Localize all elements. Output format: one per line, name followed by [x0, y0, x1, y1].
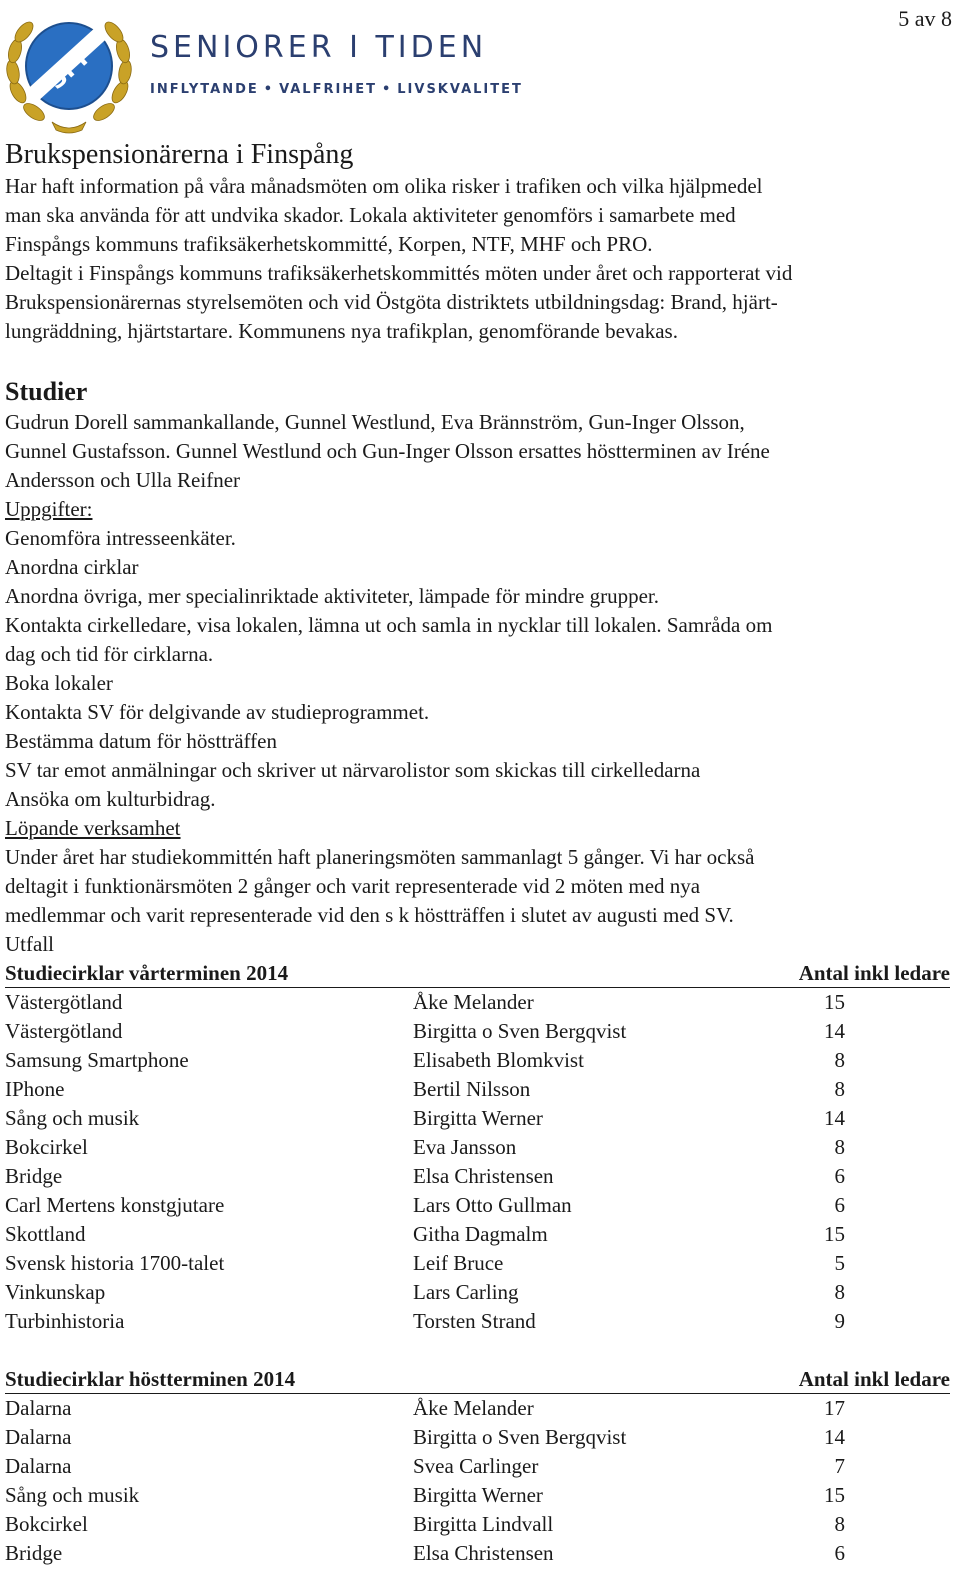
participant-count: 14 [824, 1019, 845, 1043]
circle-name: Dalarna [5, 1425, 72, 1449]
task-line: dag och tid för cirklarna. [5, 642, 214, 666]
participant-count: 8 [834, 1280, 845, 1304]
text-line: Gunnel Gustafsson. Gunnel Westlund och Gun-Inger Olsson ersattes höstterminen av Iréne [5, 439, 770, 463]
circle-name: Svensk historia 1700-talet [5, 1251, 225, 1275]
table-row [5, 1075, 950, 1104]
circle-name: Bridge [5, 1541, 63, 1565]
leader-name: Bertil Nilsson [413, 1077, 531, 1101]
table-row [5, 1046, 950, 1075]
circle-name: IPhone [5, 1077, 65, 1101]
participant-count: 14 [824, 1425, 845, 1449]
text-line: medlemmar och varit representerade vid den s k höstträffen i slutet av augusti med SV. [5, 903, 734, 927]
leader-name: Svea Carlinger [413, 1454, 539, 1478]
circle-name: Turbinhistoria [5, 1309, 125, 1333]
circle-name: Sång och musik [5, 1483, 140, 1507]
table-row [5, 1133, 950, 1162]
leader-name: Birgitta Werner [413, 1106, 543, 1130]
leader-name: Elisabeth Blomkvist [413, 1048, 584, 1072]
participant-count: 15 [824, 990, 845, 1014]
lopande-heading: Löpande verksamhet [5, 816, 181, 840]
participant-count: 6 [834, 1164, 845, 1188]
participant-count: 15 [824, 1483, 845, 1507]
table-row [5, 1452, 950, 1481]
text-line: Har haft information på våra månadsmöten om olika risker i trafiken och vilka hjälpmedel [5, 174, 763, 198]
text-line: Finspångs kommuns trafiksäkerhetskommitté, Korpen, NTF, MHF och PRO. [5, 232, 653, 256]
leader-name: Birgitta Lindvall [413, 1512, 554, 1536]
count-heading: Antal inkl ledare [798, 961, 950, 985]
leader-name: Githa Dagmalm [413, 1222, 548, 1246]
section-title-brukspensionarerna: Brukspensionärerna i Finspång [5, 139, 354, 170]
task-line: Anordna övriga, mer specialinriktade aktiviteter, lämpade för mindre grupper. [5, 584, 660, 608]
participant-count: 6 [834, 1193, 845, 1217]
svg-text:SPF: SPF [41, 39, 99, 96]
circle-name: Bridge [5, 1164, 63, 1188]
text-line: Under året har studiekommittén haft planeringsmöten sammanlagt 5 gånger. Vi har också [5, 845, 755, 869]
spf-logo-emblem [4, 4, 134, 134]
utfall-label: Utfall [5, 932, 54, 956]
circle-name: Dalarna [5, 1454, 72, 1478]
count-heading: Antal inkl ledare [798, 1367, 950, 1391]
participant-count: 8 [834, 1135, 845, 1159]
table-row [5, 1307, 950, 1336]
participant-count: 8 [834, 1077, 845, 1101]
table-heading: Studiecirklar vårterminen 2014 [5, 961, 289, 985]
leader-name: Torsten Strand [413, 1309, 536, 1333]
text-line: Deltagit i Finspångs kommuns trafiksäkerhetskommittés möten under året och rapporterat vid [5, 261, 793, 285]
leader-name: Elsa Christensen [413, 1541, 554, 1565]
participant-count: 14 [824, 1106, 845, 1130]
leader-name: Leif Bruce [413, 1251, 504, 1275]
table-row [5, 1510, 950, 1539]
leader-name: Birgitta o Sven Bergqvist [413, 1425, 627, 1449]
table-heading: Studiecirklar höstterminen 2014 [5, 1367, 296, 1391]
uppgifter-heading: Uppgifter: [5, 497, 93, 521]
participant-count: 8 [834, 1512, 845, 1536]
section-title-studier: Studier [5, 377, 88, 406]
table-autumn-2014 [5, 1365, 950, 1568]
participant-count: 6 [834, 1541, 845, 1565]
section1-body [5, 172, 955, 346]
table-row [5, 988, 950, 1017]
table-row [5, 1394, 950, 1423]
text-line: Brukspensionärernas styrelsemöten och vid Östgöta distriktets utbildningsdag: Brand, hjärt- [5, 290, 778, 314]
header [4, 4, 544, 134]
leader-name: Åke Melander [413, 1396, 534, 1420]
table-row [5, 1220, 950, 1249]
table-spring-2014 [5, 959, 950, 1336]
leader-name: Birgitta Werner [413, 1483, 543, 1507]
page-number: 5 av 8 [898, 6, 952, 31]
leader-name: Lars Otto Gullman [413, 1193, 572, 1217]
participant-count: 9 [834, 1309, 845, 1333]
task-line: Bestämma datum för höstträffen [5, 729, 277, 753]
table-row [5, 1191, 950, 1220]
participant-count: 15 [824, 1222, 845, 1246]
circle-name: Skottland [5, 1222, 86, 1246]
participant-count: 5 [834, 1251, 845, 1275]
table-row [5, 1481, 950, 1510]
participant-count: 8 [834, 1048, 845, 1072]
table-header [5, 1365, 950, 1394]
leader-name: Åke Melander [413, 990, 534, 1014]
leader-name: Elsa Christensen [413, 1164, 554, 1188]
participant-count: 7 [834, 1454, 845, 1478]
text-line: lungräddning, hjärtstartare. Kommunens nya trafikplan, genomförande bevakas. [5, 319, 678, 343]
brand-tagline: INFLYTANDE • VALFRIHET • LIVSKVALITET [150, 82, 523, 97]
table-row [5, 1017, 950, 1046]
circle-name: Västergötland [5, 990, 123, 1014]
table-row [5, 1539, 950, 1568]
circle-name: Carl Mertens konstgjutare [5, 1193, 225, 1217]
document-body [5, 138, 955, 1568]
task-line: Genomföra intresseenkäter. [5, 526, 236, 550]
leader-name: Birgitta o Sven Bergqvist [413, 1019, 627, 1043]
participant-count: 17 [824, 1396, 845, 1420]
text-line: man ska använda för att undvika skador. Lokala aktiviteter genomförs i samarbete med [5, 203, 736, 227]
task-line: Ansöka om kulturbidrag. [5, 787, 216, 811]
table-row [5, 1162, 950, 1191]
task-line: Kontakta cirkelledare, visa lokalen, lämna ut och samla in nycklar till lokalen. Samråda om [5, 613, 773, 637]
circle-name: Sång och musik [5, 1106, 140, 1130]
leader-name: Lars Carling [413, 1280, 519, 1304]
table-row [5, 1249, 950, 1278]
circle-name: Bokcirkel [5, 1512, 88, 1536]
circle-name: Bokcirkel [5, 1135, 88, 1159]
task-line: SV tar emot anmälningar och skriver ut närvarolistor som skickas till cirkelledarna [5, 758, 701, 782]
task-line: Boka lokaler [5, 671, 113, 695]
table-header [5, 959, 950, 988]
circle-name: Västergötland [5, 1019, 123, 1043]
text-line: Andersson och Ulla Reifner [5, 468, 241, 492]
circle-name: Samsung Smartphone [5, 1048, 189, 1072]
table-row [5, 1423, 950, 1452]
circle-name: Vinkunskap [5, 1280, 106, 1304]
task-line: Anordna cirklar [5, 555, 139, 579]
text-line: Gudrun Dorell sammankallande, Gunnel Westlund, Eva Brännström, Gun-Inger Olsson, [5, 410, 745, 434]
table-row [5, 1278, 950, 1307]
table-row [5, 1104, 950, 1133]
brand-name: SENIORER I TIDEN [150, 30, 488, 65]
leader-name: Eva Jansson [413, 1135, 517, 1159]
task-line: Kontakta SV för delgivande av studieprogrammet. [5, 700, 430, 724]
circle-name: Dalarna [5, 1396, 72, 1420]
text-line: deltagit i funktionärsmöten 2 gånger och varit representerade vid 2 möten med nya [5, 874, 701, 898]
